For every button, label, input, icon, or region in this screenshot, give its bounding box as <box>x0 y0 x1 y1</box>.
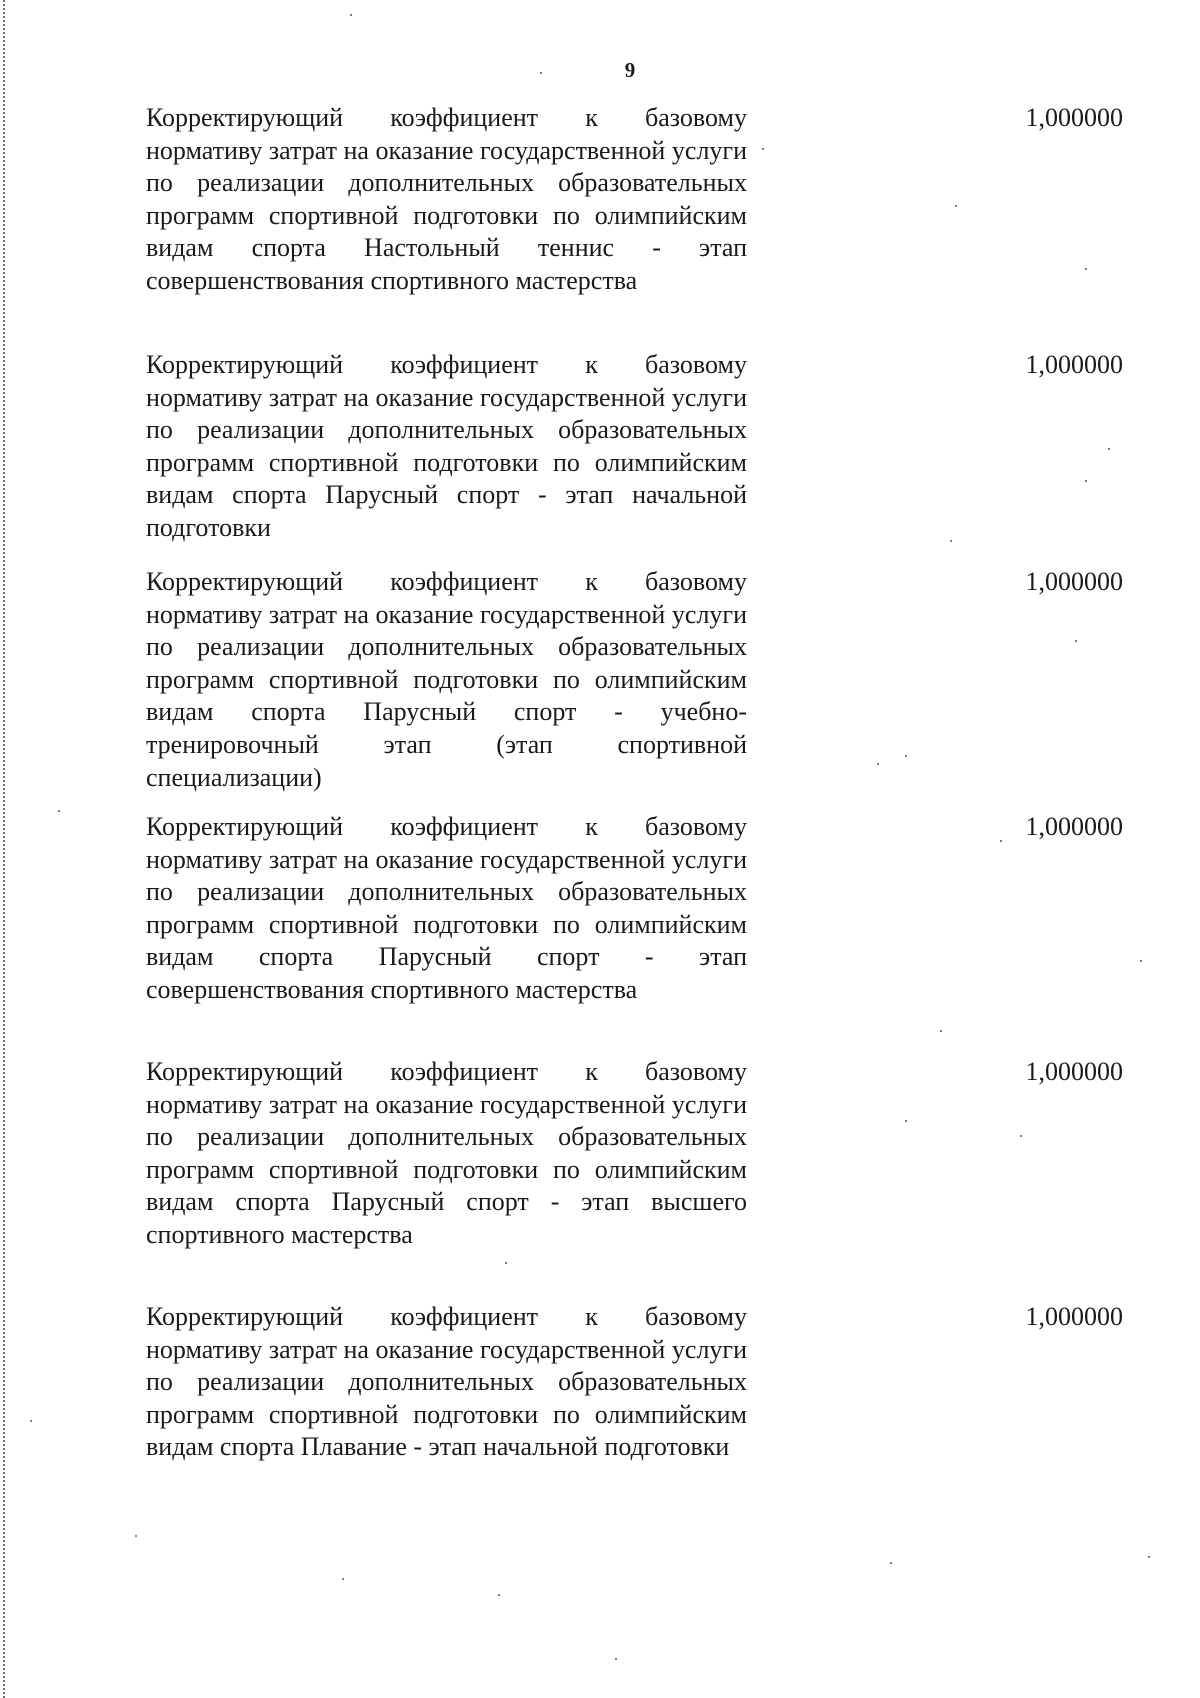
coefficient-description: Корректирующий коэффициент к базовому нормативу затрат на оказание государственной услуги по реализации дополнительных образовательных программ спортивной подготовки по олимпийским видам спорта Плавание - этап начальной подготовки <box>146 1302 747 1462</box>
coefficient-value: 1,000000 <box>1025 1057 1123 1086</box>
coefficient-value: 1,000000 <box>1025 103 1123 132</box>
scan-speck <box>498 1594 500 1596</box>
scan-speck <box>505 1262 507 1264</box>
scan-speck <box>350 14 352 16</box>
scan-speck <box>1020 1135 1022 1137</box>
scan-speck <box>1148 1556 1150 1558</box>
scan-speck <box>1075 640 1077 642</box>
scan-speck <box>905 755 907 757</box>
coefficient-description: Корректирующий коэффициент к базовому нормативу затрат на оказание государственной услуги по реализации дополнительных образовательных программ спортивной подготовки по олимпийским видам спорта Парусный спорт - этап начальной подготовки <box>146 350 747 542</box>
scan-speck <box>950 540 952 542</box>
coefficient-value: 1,000000 <box>1025 567 1123 596</box>
scan-speck <box>135 1535 137 1537</box>
coefficient-description: Корректирующий коэффициент к базовому нормативу затрат на оказание государственной услуги по реализации дополнительных образовательных программ спортивной подготовки по олимпийским видам спорта Парусный спорт - этап совершенствования спортивного мастерства <box>146 812 747 1004</box>
scan-speck <box>58 810 60 812</box>
scan-speck <box>877 763 879 765</box>
scan-speck <box>1000 840 1002 842</box>
coefficient-entry <box>146 349 1123 545</box>
coefficient-value: 1,000000 <box>1025 350 1123 379</box>
coefficient-entry <box>146 811 1123 1007</box>
coefficient-description: Корректирующий коэффициент к базовому нормативу затрат на оказание государственной услуги по реализации дополнительных образовательных программ спортивной подготовки по олимпийским видам спорта Парусный спорт - этап высшего спортивного мастерства <box>146 1057 747 1249</box>
scan-speck <box>342 1578 344 1580</box>
scan-speck <box>905 1120 907 1122</box>
scan-speck <box>1140 960 1142 962</box>
coefficient-description: Корректирующий коэффициент к базовому нормативу затрат на оказание государственной услуги по реализации дополнительных образовательных программ спортивной подготовки по олимпийским видам спорта Парусный спорт - учебно-тренировочный этап (этап спортивной специализации) <box>146 567 747 792</box>
scan-speck <box>940 1030 942 1032</box>
coefficient-entry <box>146 1056 1123 1252</box>
coefficient-entry <box>146 566 1123 794</box>
scan-edge-line <box>3 0 5 1698</box>
scan-speck <box>1085 268 1087 270</box>
page-number: 9 <box>624 58 636 82</box>
coefficient-entry <box>146 102 1123 298</box>
scan-speck <box>890 1562 892 1564</box>
scan-speck <box>615 1658 617 1660</box>
scan-speck <box>955 205 957 207</box>
scan-speck <box>30 1420 32 1422</box>
scan-speck <box>1108 448 1110 450</box>
coefficient-value: 1,000000 <box>1025 1302 1123 1331</box>
scan-speck <box>540 72 542 74</box>
coefficient-entry <box>146 1301 1123 1464</box>
scan-speck <box>762 148 764 150</box>
scan-speck <box>1085 480 1087 482</box>
coefficient-value: 1,000000 <box>1025 812 1123 841</box>
coefficient-description: Корректирующий коэффициент к базовому нормативу затрат на оказание государственной услуги по реализации дополнительных образовательных программ спортивной подготовки по олимпийским видам спорта Настольный теннис - этап совершенствования спортивного мастерства <box>146 103 747 295</box>
